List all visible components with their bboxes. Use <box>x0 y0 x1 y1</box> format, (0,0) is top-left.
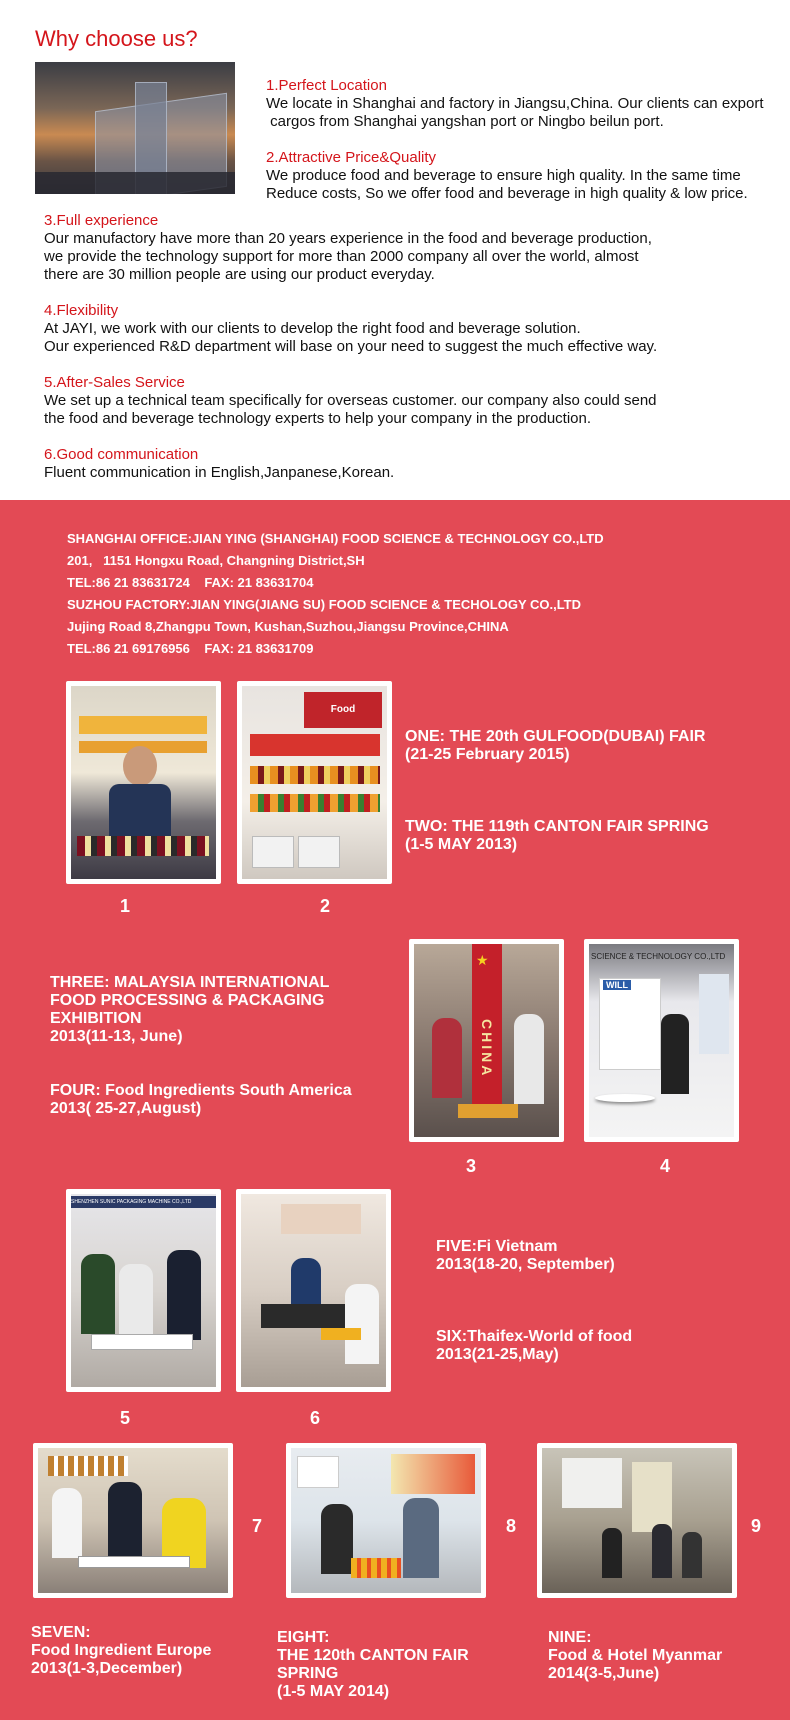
exhibition-photo-8 <box>286 1443 486 1598</box>
shanghai-address-line: 201, 1151 Hongxu Road, Changning District,SH <box>67 553 365 568</box>
shanghai-office-line: SHANGHAI OFFICE:JIAN YING (SHANGHAI) FOOD SCIENCE & TECHNOLOGY CO.,LTD <box>67 531 604 546</box>
fair-title: SIX:Thaifex-World of food <box>436 1328 633 1345</box>
fair-title: FOOD PROCESSING & PACKAGING <box>50 992 325 1009</box>
fair-title: FIVE:Fi Vietnam <box>436 1238 558 1255</box>
photo-number-1: 1 <box>120 896 131 916</box>
fair-two <box>405 818 709 854</box>
photo-number-9: 9 <box>751 1516 762 1536</box>
reason-title: 2.Attractive Price&Quality <box>266 149 437 166</box>
fair-title: THE 120th CANTON FAIR <box>277 1647 469 1664</box>
photo-number-6: 6 <box>310 1408 321 1428</box>
reason-text: Our experienced R&D department will base on your need to suggest the much effective way. <box>44 338 658 355</box>
reason-text: the food and beverage technology experts to help your company in the production. <box>44 410 592 427</box>
fair-title: TWO: THE 119th CANTON FAIR SPRING <box>405 818 709 835</box>
exhibition-photo-6 <box>236 1189 391 1392</box>
fair-one <box>405 728 705 764</box>
reason-title: 1.Perfect Location <box>266 77 387 94</box>
reason-title: 6.Good communication <box>44 446 199 463</box>
fair-title: SPRING <box>277 1665 339 1682</box>
fair-date: 2014(3-5,June) <box>548 1665 660 1682</box>
fair-five <box>436 1238 615 1274</box>
exhibition-photo-5 <box>66 1189 221 1392</box>
fair-title: EIGHT: <box>277 1629 330 1646</box>
photo-number-3: 3 <box>466 1156 477 1176</box>
reason-text: We locate in Shanghai and factory in Jiangsu,China. Our clients can export <box>266 95 764 112</box>
fair-title: SEVEN: <box>31 1624 91 1641</box>
reason-title: 3.Full experience <box>44 212 159 229</box>
fair-date: 2013(21-25,May) <box>436 1346 559 1363</box>
photo-number-5: 5 <box>120 1408 131 1428</box>
reason-title: 4.Flexibility <box>44 302 119 319</box>
fair-date: 2013(1-3,December) <box>31 1660 183 1677</box>
section-title: Why choose us? <box>35 26 198 51</box>
suzhou-address-line: Jujing Road 8,Zhangpu Town, Kushan,Suzhou,Jiangsu Province,CHINA <box>67 619 509 634</box>
reason-3 <box>44 212 652 284</box>
reason-text: At JAYI, we work with our clients to develop the right food and beverage solution. <box>44 320 581 337</box>
fair-title: EXHIBITION <box>50 1010 142 1027</box>
fair-date: 2013(18-20, September) <box>436 1256 615 1273</box>
exhibition-photo-7 <box>33 1443 233 1598</box>
fair-nine <box>548 1629 722 1683</box>
reason-text: Fluent communication in English,Janpanese,Korean. <box>44 464 395 481</box>
suzhou-phone-line: TEL:86 21 69176956 FAX: 21 83631709 <box>67 641 314 656</box>
reason-5 <box>44 374 657 428</box>
booth-sign: Food <box>304 692 382 728</box>
fair-date: 2013( 25-27,August) <box>50 1100 202 1117</box>
shanghai-phone-line: TEL:86 21 83631724 FAX: 21 83631704 <box>67 575 314 590</box>
brand-logo: WILL <box>603 980 631 990</box>
fair-seven <box>31 1624 211 1678</box>
fair-title: Food & Hotel Myanmar <box>548 1647 723 1664</box>
reason-text: there are 30 million people are using our product everyday. <box>44 266 435 283</box>
exhibition-photo-2 <box>237 681 392 884</box>
reason-text: cargos from Shanghai yangshan port or Ningbo beilun port. <box>266 113 664 130</box>
star-icon: ★ <box>476 952 489 968</box>
reason-text: We set up a technical team specifically for overseas customer. our company also could send <box>44 392 657 409</box>
reason-title: 5.After-Sales Service <box>44 374 185 391</box>
why-choose-us-section <box>0 0 790 500</box>
booth-sign: SHENZHEN SUNIC PACKAGING MACHINE CO.,LTD <box>71 1196 216 1208</box>
fair-date: (1-5 MAY 2013) <box>405 836 518 853</box>
fair-three <box>50 974 329 1046</box>
reason-text: We produce food and beverage to ensure high quality. In the same time <box>266 167 741 184</box>
photo-number-4: 4 <box>660 1156 671 1176</box>
reason-6 <box>44 446 394 482</box>
fair-six <box>436 1328 632 1364</box>
reason-text: we provide the technology support for more than 2000 company all over the world, almost <box>44 248 639 265</box>
booth-sign: SCIENCE & TECHNOLOGY CO.,LTD <box>591 952 726 961</box>
fair-eight <box>277 1629 469 1701</box>
photo-number-7: 7 <box>252 1516 263 1536</box>
exhibition-photo-3 <box>409 939 564 1142</box>
fair-date: (21-25 February 2015) <box>405 746 570 763</box>
china-banner: CHINA <box>472 944 502 1114</box>
contact-info <box>67 528 604 660</box>
exhibition-photo-1 <box>66 681 221 884</box>
exhibition-photo-9 <box>537 1443 737 1598</box>
suzhou-factory-line: SUZHOU FACTORY:JIAN YING(JIANG SU) FOOD SCIENCE & TECHOLOGY CO.,LTD <box>67 597 582 612</box>
fair-title: NINE: <box>548 1629 592 1646</box>
photo-number-8: 8 <box>506 1516 517 1536</box>
fair-title: FOUR: Food Ingredients South America <box>50 1082 352 1099</box>
reason-2 <box>266 149 748 203</box>
photo-number-2: 2 <box>320 896 331 916</box>
fair-title: THREE: MALAYSIA INTERNATIONAL <box>50 974 330 991</box>
fair-title: ONE: THE 20th GULFOOD(DUBAI) FAIR <box>405 728 706 745</box>
fair-date: (1-5 MAY 2014) <box>277 1683 390 1700</box>
reason-4 <box>44 302 657 356</box>
exhibition-photo-4 <box>584 939 739 1142</box>
fair-four <box>50 1082 352 1118</box>
headquarters-building-photo <box>35 62 235 194</box>
fair-date: 2013(11-13, June) <box>50 1028 183 1045</box>
reason-text: Reduce costs, So we offer food and beverage in high quality & low price. <box>266 185 748 202</box>
fair-title: Food Ingredient Europe <box>31 1642 212 1659</box>
reason-text: Our manufactory have more than 20 years experience in the food and beverage production, <box>44 230 652 247</box>
reason-1 <box>266 77 764 131</box>
